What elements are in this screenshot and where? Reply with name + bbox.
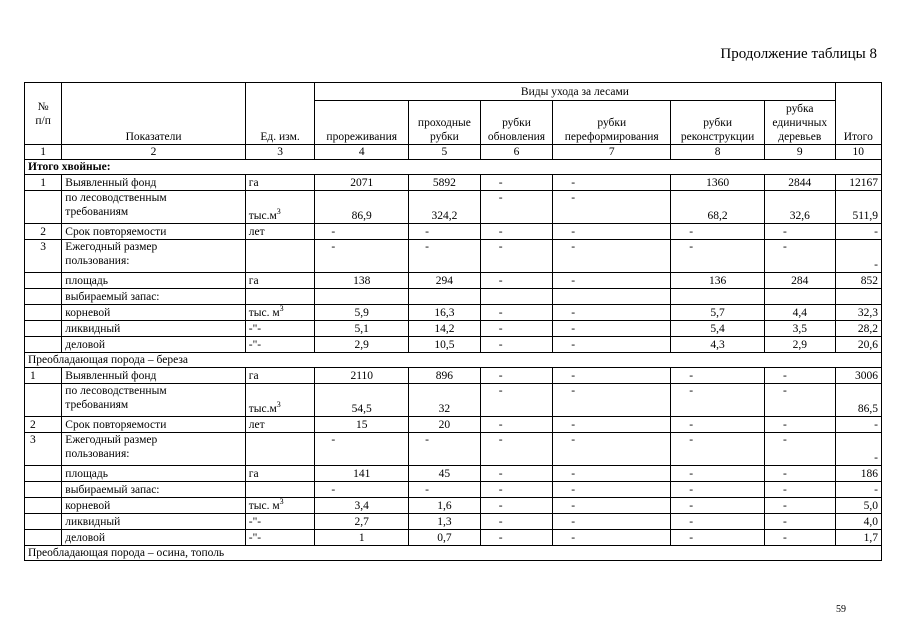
value-cell: 2,9 — [315, 337, 409, 353]
column-number-cell: 1 — [25, 145, 62, 160]
value-cell: - — [764, 224, 835, 240]
total-cell: 186 — [835, 466, 881, 482]
table-row — [25, 368, 882, 384]
row-number — [25, 514, 62, 530]
value-cell: 141 — [315, 466, 409, 482]
unit-text: га — [248, 274, 259, 287]
value-cell: 324,2 — [409, 191, 481, 224]
column-number-cell: 3 — [245, 145, 315, 160]
total-cell: 20,6 — [835, 337, 881, 353]
value-cell: 20 — [409, 417, 481, 433]
value-cell: 2844 — [764, 175, 835, 191]
unit-text: -"- — [248, 531, 262, 544]
value-cell: - — [315, 433, 409, 466]
unit-text: тыс.м — [248, 403, 277, 415]
value-cell: 45 — [409, 466, 481, 482]
total-cell: 28,2 — [835, 321, 881, 337]
total-cell: 3006 — [835, 368, 881, 384]
value-cell: - — [480, 466, 553, 482]
total-cell: 4,0 — [835, 514, 881, 530]
value-cell: 5,4 — [671, 321, 765, 337]
value-cell: 16,3 — [409, 305, 481, 321]
forest-care-table — [24, 82, 882, 561]
row-number — [25, 305, 62, 321]
total-cell: - — [835, 482, 881, 498]
value-cell: - — [409, 224, 481, 240]
value-cell: - — [553, 384, 671, 417]
value-cell: - — [480, 368, 553, 384]
column-number-cell: 5 — [409, 145, 481, 160]
row-unit — [245, 273, 315, 289]
table-row — [25, 321, 882, 337]
row-unit — [245, 417, 315, 433]
value-cell: - — [553, 498, 671, 514]
row-unit — [245, 240, 315, 273]
value-cell: 1,6 — [409, 498, 481, 514]
section-row — [25, 353, 882, 368]
column-number-cell: 10 — [835, 145, 881, 160]
unit-superscript: 3 — [279, 497, 284, 506]
value-cell: - — [553, 514, 671, 530]
unit-text: тыс. м — [248, 306, 280, 319]
unit-superscript: 3 — [276, 207, 281, 217]
value-cell: - — [553, 273, 671, 289]
value-cell: - — [315, 482, 409, 498]
total-cell: 852 — [835, 273, 881, 289]
value-cell — [409, 289, 481, 305]
row-unit — [245, 337, 315, 353]
value-cell: - — [553, 175, 671, 191]
total-cell: 86,5 — [835, 384, 881, 417]
value-cell: - — [671, 433, 765, 466]
row-number: 1 — [25, 368, 62, 384]
row-unit — [245, 224, 315, 240]
unit-text: га — [248, 467, 259, 480]
row-number — [25, 289, 62, 305]
unit-superscript: 3 — [276, 400, 281, 410]
value-cell: - — [480, 417, 553, 433]
value-cell: - — [764, 240, 835, 273]
value-cell: 86,9 — [315, 191, 409, 224]
value-cell: - — [480, 191, 553, 224]
value-cell: 32 — [409, 384, 481, 417]
value-cell: - — [764, 498, 835, 514]
value-cell: 68,2 — [671, 191, 765, 224]
page-number: 59 — [836, 604, 846, 615]
value-cell: - — [480, 482, 553, 498]
value-cell — [671, 289, 765, 305]
value-cell: - — [553, 337, 671, 353]
value-cell: - — [553, 368, 671, 384]
value-cell: - — [553, 191, 671, 224]
value-cell: - — [553, 224, 671, 240]
value-cell: - — [764, 433, 835, 466]
value-cell: - — [671, 417, 765, 433]
column-number-cell: 6 — [480, 145, 553, 160]
value-cell: 2071 — [315, 175, 409, 191]
row-unit — [245, 466, 315, 482]
row-unit — [245, 384, 315, 417]
value-cell: - — [553, 240, 671, 273]
section-row — [25, 160, 882, 175]
total-cell: 1,7 — [835, 530, 881, 546]
unit-text: -"- — [248, 322, 262, 335]
value-cell: - — [764, 466, 835, 482]
row-number — [25, 530, 62, 546]
value-cell: 294 — [409, 273, 481, 289]
value-cell: - — [553, 433, 671, 466]
section-title: Преобладающая порода – осина, тополь — [25, 546, 882, 561]
value-cell: 14,2 — [409, 321, 481, 337]
row-unit — [245, 530, 315, 546]
row-unit — [245, 321, 315, 337]
value-cell: - — [764, 384, 835, 417]
table-row — [25, 224, 882, 240]
header-indicators: Показатели — [62, 83, 245, 145]
row-indicator: ликвидный — [62, 514, 245, 530]
value-cell: 2,9 — [764, 337, 835, 353]
table-row — [25, 466, 882, 482]
value-cell: - — [671, 384, 765, 417]
value-cell: 5,1 — [315, 321, 409, 337]
table-row — [25, 482, 882, 498]
value-cell: 2,7 — [315, 514, 409, 530]
unit-text: га — [248, 176, 259, 189]
section-title: Преобладающая порода – береза — [25, 353, 882, 368]
value-cell: 896 — [409, 368, 481, 384]
row-number — [25, 384, 62, 417]
table-row — [25, 240, 882, 273]
total-cell: 511,9 — [835, 191, 881, 224]
column-number-cell: 7 — [553, 145, 671, 160]
total-cell: - — [835, 433, 881, 466]
value-cell: 0,7 — [409, 530, 481, 546]
row-indicator: площадь — [62, 466, 245, 482]
row-indicator: по лесоводственным требованиям — [62, 191, 245, 224]
column-number-cell: 2 — [62, 145, 245, 160]
row-indicator: Срок повторяемости — [62, 417, 245, 433]
header-group: Виды ухода за лесами — [315, 83, 835, 101]
total-cell: - — [835, 417, 881, 433]
row-indicator: корневой — [62, 498, 245, 514]
table-row — [25, 498, 882, 514]
row-indicator: деловой — [62, 337, 245, 353]
value-cell — [764, 289, 835, 305]
value-cell: - — [671, 240, 765, 273]
header-col-4: рубки переформирования — [553, 101, 671, 145]
value-cell: - — [764, 514, 835, 530]
value-cell: 2110 — [315, 368, 409, 384]
value-cell: - — [480, 530, 553, 546]
value-cell: - — [480, 433, 553, 466]
total-cell: - — [835, 224, 881, 240]
row-indicator: ликвидный — [62, 321, 245, 337]
unit-text: -"- — [248, 338, 262, 351]
value-cell: - — [553, 305, 671, 321]
table-row — [25, 384, 882, 417]
row-unit — [245, 433, 315, 466]
row-unit — [245, 289, 315, 305]
row-indicator: Ежегодный размер пользования: — [62, 240, 245, 273]
value-cell: - — [480, 175, 553, 191]
value-cell: 32,6 — [764, 191, 835, 224]
value-cell: 1360 — [671, 175, 765, 191]
value-cell: 10,5 — [409, 337, 481, 353]
row-unit — [245, 514, 315, 530]
table-row — [25, 433, 882, 466]
value-cell: 5892 — [409, 175, 481, 191]
row-number — [25, 466, 62, 482]
row-indicator: выбираемый запас: — [62, 289, 245, 305]
value-cell: 284 — [764, 273, 835, 289]
value-cell: - — [553, 482, 671, 498]
value-cell: - — [553, 321, 671, 337]
header-col-1: прореживания — [315, 101, 409, 145]
row-number — [25, 273, 62, 289]
value-cell: 5,7 — [671, 305, 765, 321]
table-row — [25, 175, 882, 191]
value-cell: - — [480, 305, 553, 321]
value-cell: 3,5 — [764, 321, 835, 337]
row-unit — [245, 368, 315, 384]
row-number — [25, 498, 62, 514]
row-unit — [245, 175, 315, 191]
unit-text: -"- — [248, 515, 262, 528]
value-cell: 136 — [671, 273, 765, 289]
value-cell: 3,4 — [315, 498, 409, 514]
value-cell: - — [671, 482, 765, 498]
header-num: № п/п — [25, 83, 62, 145]
total-cell: 12167 — [835, 175, 881, 191]
value-cell: 5,9 — [315, 305, 409, 321]
column-number-cell: 4 — [315, 145, 409, 160]
table-row — [25, 337, 882, 353]
row-unit — [245, 482, 315, 498]
table-row — [25, 417, 882, 433]
value-cell: 4,3 — [671, 337, 765, 353]
value-cell — [553, 289, 671, 305]
value-cell: 1 — [315, 530, 409, 546]
value-cell: 15 — [315, 417, 409, 433]
header-col-6: рубка единичных деревьев — [764, 101, 835, 145]
unit-text: лет — [248, 418, 265, 431]
value-cell — [315, 289, 409, 305]
row-number: 2 — [25, 417, 62, 433]
row-indicator: Ежегодный размер пользования: — [62, 433, 245, 466]
value-cell: - — [480, 321, 553, 337]
value-cell: - — [764, 482, 835, 498]
value-cell: - — [480, 337, 553, 353]
value-cell: - — [480, 224, 553, 240]
row-indicator: Срок повторяемости — [62, 224, 245, 240]
value-cell: - — [671, 466, 765, 482]
value-cell: - — [671, 530, 765, 546]
table-row — [25, 289, 882, 305]
table-row — [25, 191, 882, 224]
value-cell: - — [764, 368, 835, 384]
value-cell: - — [671, 224, 765, 240]
table-row — [25, 305, 882, 321]
row-number: 3 — [25, 240, 62, 273]
value-cell: - — [480, 498, 553, 514]
row-unit — [245, 191, 315, 224]
total-cell: 32,3 — [835, 305, 881, 321]
value-cell: - — [480, 273, 553, 289]
unit-text: лет — [248, 225, 265, 238]
row-number: 3 — [25, 433, 62, 466]
unit-text: га — [248, 369, 259, 382]
value-cell: 54,5 — [315, 384, 409, 417]
column-number-cell: 9 — [764, 145, 835, 160]
header-total: Итого — [835, 83, 881, 145]
value-cell: - — [764, 417, 835, 433]
value-cell: - — [409, 433, 481, 466]
row-unit — [245, 498, 315, 514]
row-unit — [245, 305, 315, 321]
unit-text: тыс.м — [248, 210, 277, 222]
row-indicator: выбираемый запас: — [62, 482, 245, 498]
row-indicator: деловой — [62, 530, 245, 546]
row-number — [25, 482, 62, 498]
row-indicator: по лесоводственным требованиям — [62, 384, 245, 417]
table-row — [25, 273, 882, 289]
value-cell: - — [553, 466, 671, 482]
value-cell: - — [409, 482, 481, 498]
value-cell: - — [480, 514, 553, 530]
row-indicator: Выявленный фонд — [62, 175, 245, 191]
value-cell: - — [671, 514, 765, 530]
value-cell: - — [480, 240, 553, 273]
value-cell: - — [409, 240, 481, 273]
value-cell: - — [764, 530, 835, 546]
value-cell: - — [553, 417, 671, 433]
column-number-cell: 8 — [671, 145, 765, 160]
value-cell: 4,4 — [764, 305, 835, 321]
value-cell: 1,3 — [409, 514, 481, 530]
value-cell: - — [553, 530, 671, 546]
row-number: 2 — [25, 224, 62, 240]
total-cell: 5,0 — [835, 498, 881, 514]
header-col-2: проходные рубки — [409, 101, 481, 145]
row-number: 1 — [25, 175, 62, 191]
header-col-3: рубки обновления — [480, 101, 553, 145]
value-cell: - — [315, 224, 409, 240]
value-cell: 138 — [315, 273, 409, 289]
unit-superscript: 3 — [279, 304, 284, 313]
section-title: Итого хвойные: — [25, 160, 882, 175]
table-row — [25, 530, 882, 546]
header-col-5: рубки реконструкции — [671, 101, 765, 145]
table-caption: Продолжение таблицы 8 — [720, 46, 877, 62]
row-number — [25, 321, 62, 337]
row-number — [25, 191, 62, 224]
table-row — [25, 514, 882, 530]
value-cell: - — [671, 368, 765, 384]
row-indicator: Выявленный фонд — [62, 368, 245, 384]
section-row — [25, 546, 882, 561]
value-cell: - — [480, 384, 553, 417]
total-cell: - — [835, 240, 881, 273]
value-cell — [480, 289, 553, 305]
row-indicator: корневой — [62, 305, 245, 321]
row-number — [25, 337, 62, 353]
header-unit: Ед. изм. — [245, 83, 315, 145]
total-cell — [835, 289, 881, 305]
value-cell: - — [671, 498, 765, 514]
unit-text: тыс. м — [248, 499, 280, 512]
value-cell: - — [315, 240, 409, 273]
row-indicator: площадь — [62, 273, 245, 289]
